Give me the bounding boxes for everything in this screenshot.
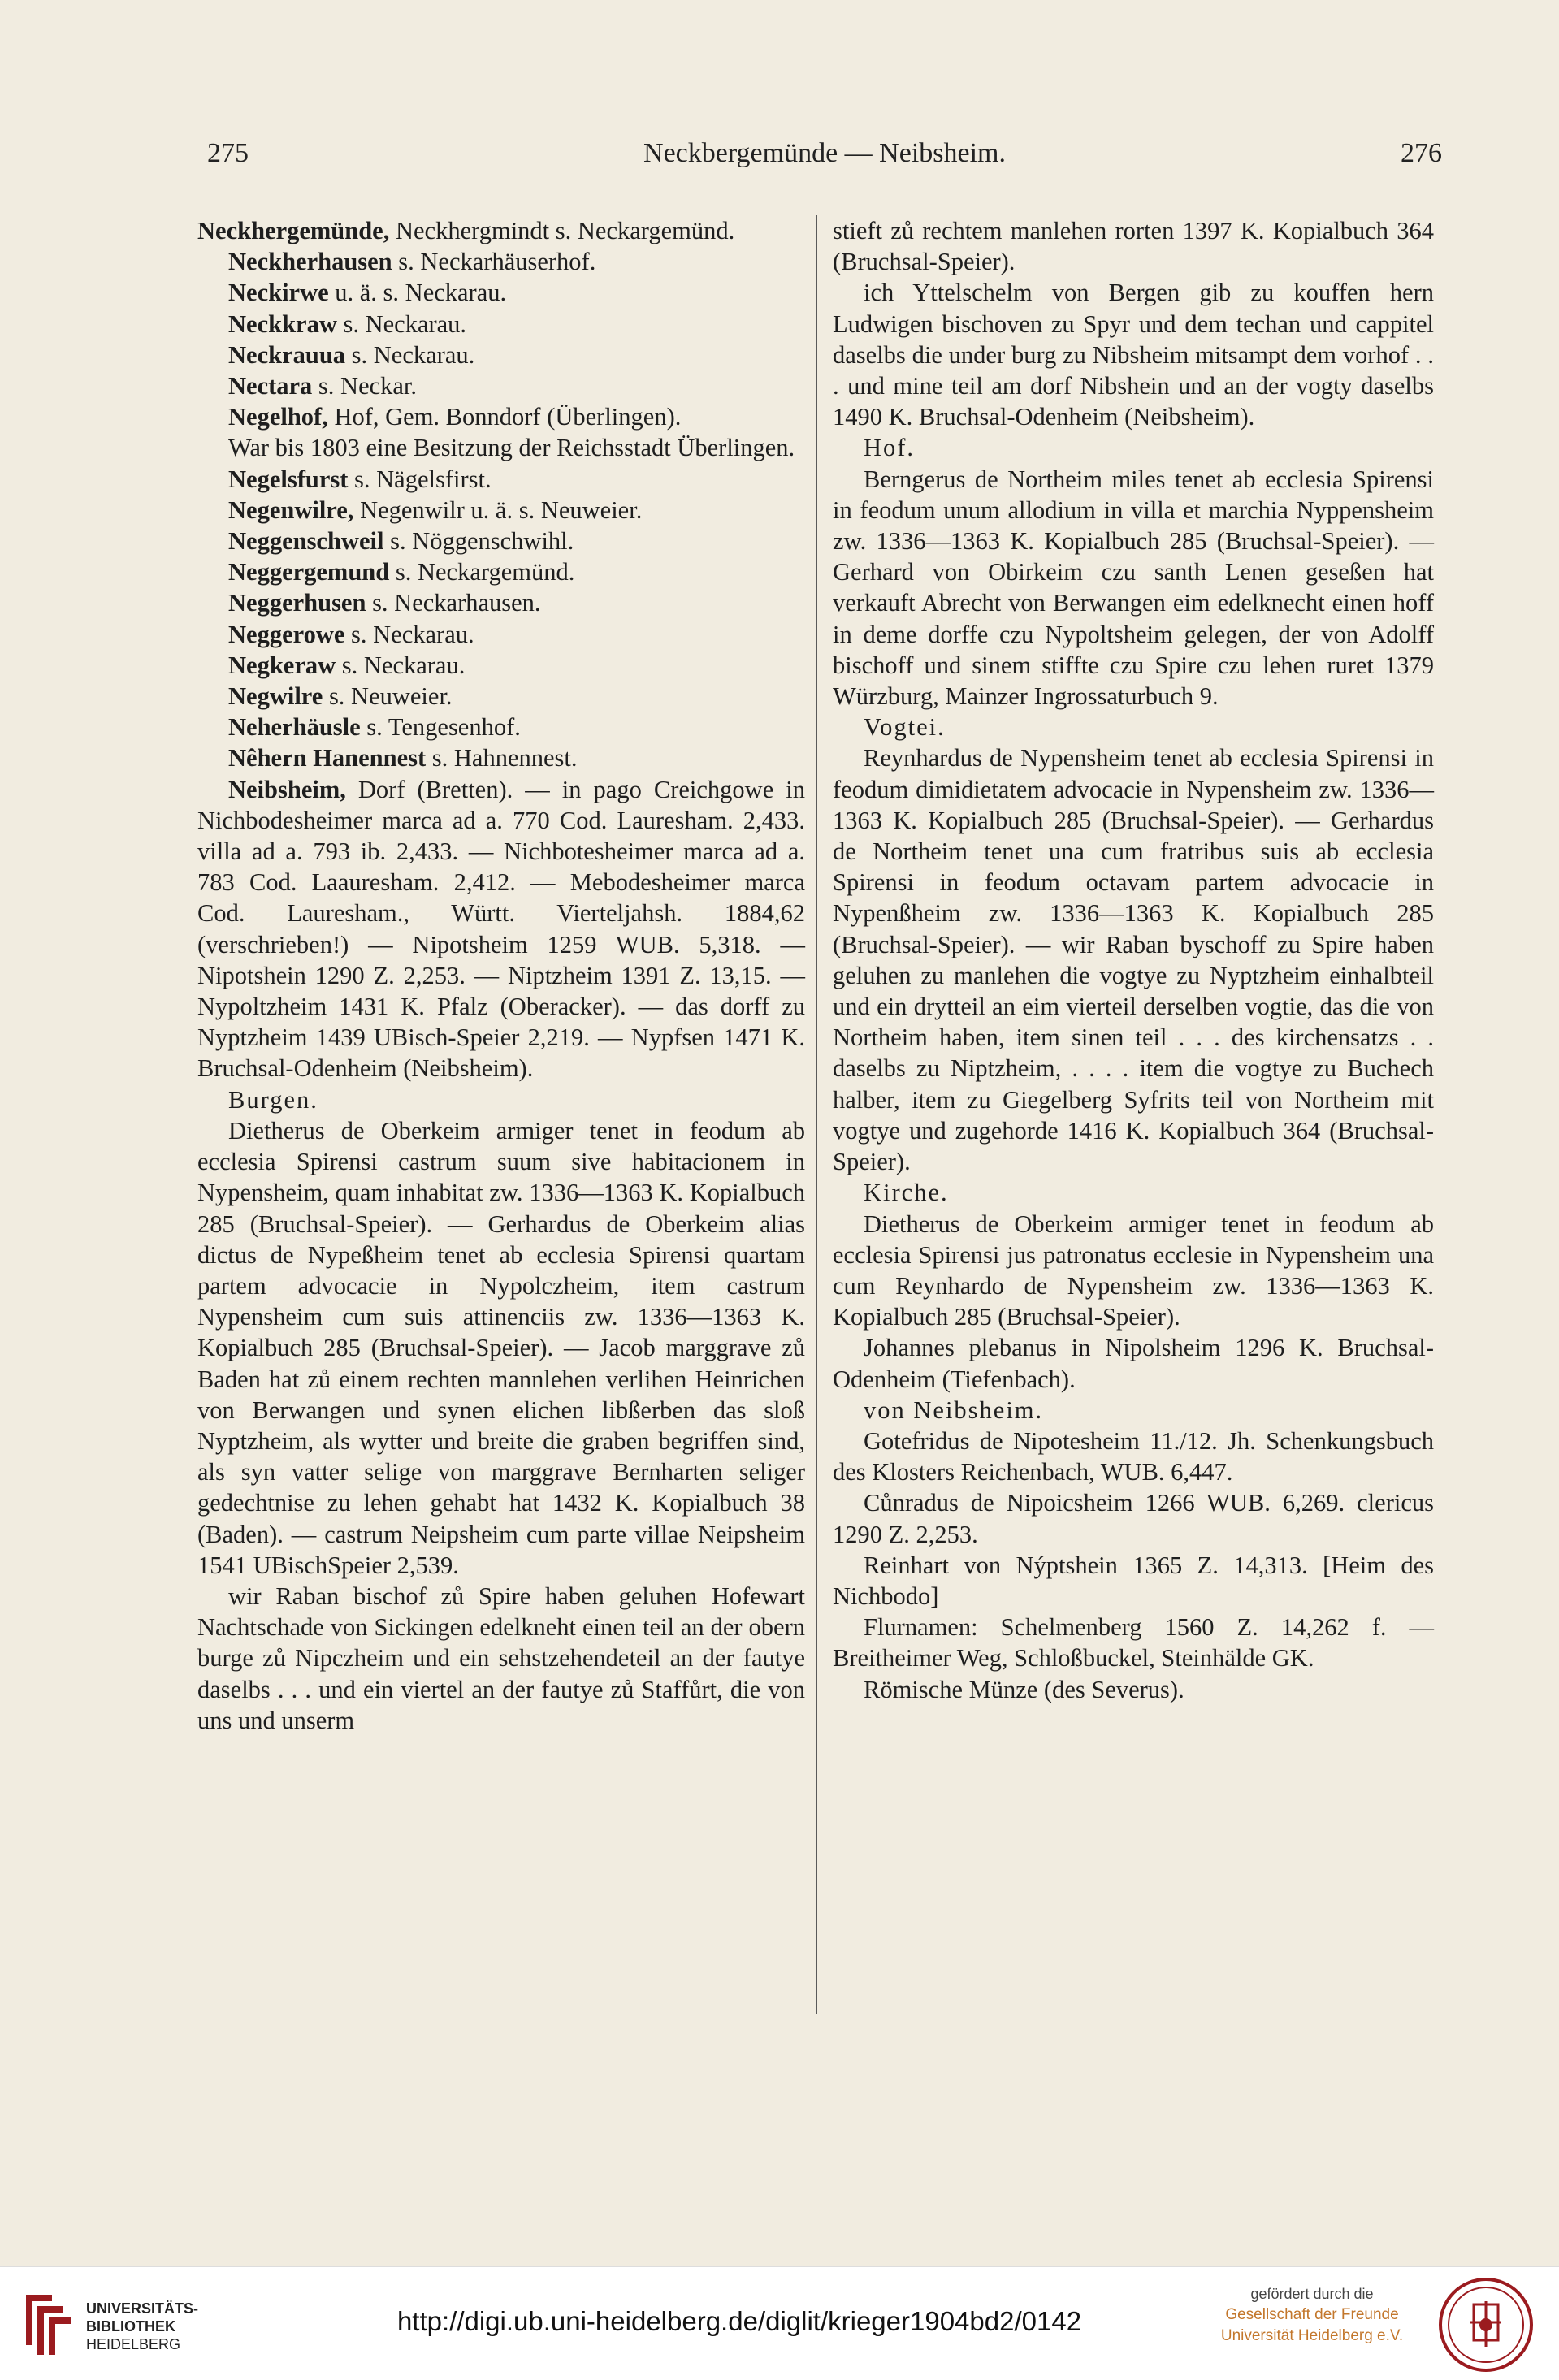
right-text-column bbox=[833, 215, 1434, 1705]
column-divider bbox=[816, 215, 817, 2014]
entry-text: s. Tengesenhof. bbox=[360, 713, 521, 742]
entry-text: s. Nöggenschwihl. bbox=[383, 527, 574, 556]
page-number-left: 275 bbox=[207, 138, 249, 168]
entry-text: u. ä. s. Neckarau. bbox=[328, 279, 507, 307]
text-paragraph bbox=[833, 1426, 1434, 1487]
text-paragraph bbox=[833, 432, 1434, 463]
library-name-line: HEIDELBERG bbox=[86, 2336, 181, 2352]
sponsor-line: Gesellschaft der Freunde bbox=[1225, 2306, 1399, 2323]
entry-headword: Neggenschweil bbox=[228, 527, 384, 556]
entry-text: s. Neckarau. bbox=[336, 309, 467, 338]
entry-headword: Neckirwe bbox=[228, 279, 329, 307]
entry-text: s. Neckarhäuserhof. bbox=[392, 248, 596, 276]
entry-text: Gotefridus de Nipotesheim 11./12. Jh. Schenkungsbuch des Klosters Reichenbach, WUB. 6,447. bbox=[833, 1426, 1434, 1486]
text-paragraph bbox=[833, 1332, 1434, 1394]
text-paragraph bbox=[197, 432, 805, 463]
entry-headword: Neggerowe bbox=[228, 620, 345, 648]
entry-text: s. Neckargemünd. bbox=[389, 558, 575, 586]
text-paragraph bbox=[833, 1550, 1434, 1612]
entry-text: Vogtei. bbox=[864, 713, 946, 742]
entry-text: Dietherus de Oberkeim armiger tenet in feodum ab ecclesia Spirensi castrum suum sive habitacionem in Nypensheim, quam inhabitat zw. 1336—1363 K. Kopialbuch 285 (Bruchsal-Speier). — Gerhardus de Oberkeim alias dictus de Nypeßheim tenet ab ecclesia Spirensi quartam partem advocacie in Nypolczheim, item castrum Nypensheim cum suis attinenciis zw. 1336—1363 K. Kopialbuch 285 (Bruchsal-Speier). — Jacob marggrave zů Baden hat zů einem rechten mannlehen verlihen Heinrichen von Berwangen und synen elichen libßerben das sloß Nyptzheim, als wytter und breite die graben begriffen sind, als syn vatter selige von marggrave Bernharten seliger gedechtnise zu lehen gehabt hat 1432 K. Kopialbuch 38 (Baden). — castrum Neipsheim cum parte villae Neipsheim 1541 UBischSpeier 2,539. bbox=[197, 1116, 805, 1579]
text-paragraph bbox=[197, 712, 805, 742]
entry-text: s. Neckarau. bbox=[344, 620, 474, 648]
entry-text: Kirche. bbox=[864, 1179, 949, 1207]
entry-headword: Negelsfurst bbox=[228, 465, 349, 493]
text-paragraph bbox=[197, 526, 805, 556]
text-paragraph bbox=[833, 1674, 1434, 1705]
running-header bbox=[207, 138, 1442, 179]
text-paragraph bbox=[197, 495, 805, 526]
text-paragraph bbox=[197, 215, 805, 246]
text-paragraph bbox=[197, 309, 805, 340]
text-paragraph bbox=[197, 340, 805, 370]
text-paragraph bbox=[197, 681, 805, 712]
text-paragraph bbox=[197, 742, 805, 773]
entry-text: Dorf (Bretten). — in pago Creichgowe in Nichbodesheimer marca ad a. 770 Cod. Lauresham. 2,433. villa ad a. 793 ib. 2,433. — Nichbotesheimer marca ad a. 783 Cod. Laauresham. 2,412. — Mebodesheimer marca Cod. Lauresham., Württ. Vierteljahsh. 1884,62 (verschrieben!) — Nipotsheim 1259 WUB. 5,318. — Nipotshein 1290 Z. 2,253. — Niptzheim 1391 Z. 13,15. — Nypoltzheim 1431 K. Pfalz (Oberacker). — das dorff zu Nyptzheim 1439 UBisch-Speier 2,219. — Nypfsen 1471 K. Bruchsal-Odenheim (Neibsheim). bbox=[197, 775, 805, 1083]
library-name bbox=[86, 2300, 198, 2353]
entry-headword: Neckrauua bbox=[228, 340, 346, 369]
text-paragraph bbox=[833, 215, 1434, 277]
entry-headword: Neibsheim, bbox=[228, 775, 346, 803]
text-paragraph bbox=[833, 712, 1434, 742]
text-paragraph bbox=[833, 742, 1434, 1177]
entry-text: s. Hahnennest. bbox=[426, 744, 578, 772]
entry-headword: Negelhof, bbox=[228, 403, 328, 431]
entry-text: von Neibsheim. bbox=[864, 1396, 1044, 1424]
text-paragraph bbox=[197, 401, 805, 432]
entry-headword: Neggergemund bbox=[228, 558, 390, 586]
sponsor-line: gefördert durch die bbox=[1250, 2286, 1374, 2302]
entry-text: Reynhardus de Nypensheim tenet ab ecclesia Spirensi in feodum dimidietatem advocacie in Nypensheim zw. 1336—1363 K. Kopialbuch 285 (Bruchsal-Speier). — Gerhardus de Northeim tenet una cum fratribus suis ab ecclesia Spirensi in feodum octavam partem advocacie in Nypenßheim zw. 1336—1363 K. Kopialbuch 285 (Bruchsal-Speier). — wir Raban byschoff zu Spire haben geluhen zu manlehen die vogtye zu Nyptzheim einhalbteil und ein drytteil an eim vierteil derselben vogtie, das die von Northeim haben, item sinen teil . . . des kirchensatzs . . daselbs zu Niptzheim, . . . . item die vogtye zu Buchech halber, item zu Giegelberg Syfrits teil von Northeim mit vogtye und zugehorde 1416 K. Kopialbuch 364 (Bruchsal-Speier). bbox=[833, 744, 1434, 1176]
entry-text: Burgen. bbox=[228, 1085, 318, 1114]
entry-text: Berngerus de Northeim miles tenet ab ecclesia Spirensi in feodum unum allodium in villa et marchia Nyppensheim zw. 1336—1363 K. Kopialbuch 285 (Bruchsal-Speier). — Gerhard von Obirkeim czu santh Lenen geseßen hat verkauft Abrecht von Berwangen eim edelknecht einen hoff in deme dorffe czu Nypoltsheim gelegen, der von Adolff bischoff und sinem stiffte czu Spire czu lehen ruret 1379 Würzburg, Mainzer Ingrossaturbuch 9. bbox=[833, 465, 1434, 711]
entry-headword: Neherhäusle bbox=[228, 713, 361, 742]
entry-headword: Nêhern Hanennest bbox=[228, 744, 427, 772]
entry-text: Flurnamen: Schelmenberg 1560 Z. 14,262 f. — Breitheimer Weg, Schloßbuckel, Steinhälde GK. bbox=[833, 1613, 1434, 1672]
entry-headword: Neckherhausen bbox=[228, 248, 392, 276]
entry-text: Reinhart von Nýptshein 1365 Z. 14,313. [Heim des Nichbodo] bbox=[833, 1551, 1434, 1610]
entry-text: stieft zů rechtem manlehen rorten 1397 K. Kopialbuch 364 (Bruchsal-Speier). bbox=[833, 217, 1434, 276]
entry-text: Hof. bbox=[864, 434, 916, 462]
entry-text: Neckhergmindt s. Neckargemünd. bbox=[389, 217, 735, 244]
text-paragraph bbox=[197, 246, 805, 277]
entry-headword: Negkeraw bbox=[228, 651, 336, 679]
ub-heidelberg-logo-icon bbox=[19, 2287, 78, 2360]
sponsor-text bbox=[1210, 2283, 1414, 2347]
text-paragraph bbox=[833, 1209, 1434, 1333]
entry-text: ich Yttelschelm von Bergen gib zu kouffen hern Ludwigen bischoven zu Spyr und dem techan und cappitel daselbs die under burg zu Nibsheim mitsampt dem vorhof . . . und mine teil am dorf Nibshein und an der vogty daselbs 1490 K. Bruchsal-Odenheim (Neibsheim). bbox=[833, 279, 1434, 431]
entry-text: Cůnradus de Nipoicsheim 1266 WUB. 6,269. clericus 1290 Z. 2,253. bbox=[833, 1489, 1434, 1548]
text-paragraph bbox=[833, 1177, 1434, 1208]
entry-text: Dietherus de Oberkeim armiger tenet in feodum ab ecclesia Spirensi jus patronatus ecclesie in Nypensheim una cum Reynhardo de Nypensheim zw. 1336—1363 K. Kopialbuch 285 (Bruchsal-Speier). bbox=[833, 1209, 1434, 1331]
text-paragraph bbox=[197, 587, 805, 618]
entry-headword: Neggerhusen bbox=[228, 589, 366, 617]
library-name-line: BIBLIOTHEK bbox=[86, 2318, 175, 2335]
page-number-right: 276 bbox=[1401, 138, 1442, 168]
text-paragraph bbox=[833, 1487, 1434, 1549]
text-paragraph bbox=[197, 774, 805, 1084]
entry-text: Römische Münze (des Severus). bbox=[864, 1675, 1184, 1703]
permalink-url[interactable]: http://digi.ub.uni-heidelberg.de/diglit/krieger1904bd2/0142 bbox=[396, 2306, 1082, 2336]
left-text-column bbox=[197, 215, 805, 1736]
entry-headword: Neckkraw bbox=[228, 309, 337, 338]
entry-text: Hof, Gem. Bonndorf (Überlingen). bbox=[327, 403, 682, 431]
entry-text: s. Neuweier. bbox=[323, 682, 453, 711]
text-paragraph bbox=[197, 619, 805, 650]
entry-text: s. Neckarau. bbox=[345, 340, 475, 369]
entry-text: wir Raban bischof zů Spire haben geluhen Hofewart Nachtschade von Sickingen edelkneht einen teil an der obern burge zů Nipczheim und ein sehstzehendeteil an der fautye daselbs . . . und ein viertel an der fautye zů Staffůrt, die von uns und unserm bbox=[197, 1582, 805, 1734]
entry-text: War bis 1803 eine Besitzung der Reichsstadt Überlingen. bbox=[228, 434, 795, 462]
entry-text: s. Neckar. bbox=[312, 372, 418, 400]
library-name-line: UNIVERSITÄTS- bbox=[86, 2300, 199, 2317]
entry-text: s. Neckarau. bbox=[336, 651, 466, 679]
footer-bar bbox=[0, 2266, 1559, 2380]
text-paragraph bbox=[833, 1612, 1434, 1673]
text-paragraph bbox=[197, 464, 805, 495]
entry-text: s. Neckarhausen. bbox=[366, 589, 541, 617]
sponsor-line: Universität Heidelberg e.V. bbox=[1220, 2327, 1404, 2344]
entry-headword: Nectara bbox=[228, 372, 313, 400]
text-paragraph bbox=[833, 277, 1434, 432]
text-paragraph bbox=[197, 1115, 805, 1581]
entry-text: Johannes plebanus in Nipolsheim 1296 K. Bruchsal-Odenheim (Tiefenbach). bbox=[833, 1334, 1434, 1393]
running-title: Neckbergemünde — Neibsheim. bbox=[643, 138, 1006, 168]
heidelberg-university-seal-icon bbox=[1438, 2277, 1534, 2373]
entry-text: Negenwilr u. ä. s. Neuweier. bbox=[353, 495, 643, 524]
entry-headword: Neckhergemünde, bbox=[197, 217, 390, 244]
text-paragraph bbox=[833, 1395, 1434, 1426]
text-paragraph bbox=[197, 277, 805, 308]
text-paragraph bbox=[197, 1581, 805, 1736]
entry-headword: Negenwilre, bbox=[228, 495, 354, 524]
entry-headword: Negwilre bbox=[228, 682, 323, 711]
text-paragraph bbox=[833, 464, 1434, 712]
entry-text: s. Nägelsfirst. bbox=[348, 465, 492, 493]
text-paragraph bbox=[197, 1084, 805, 1115]
text-paragraph bbox=[197, 556, 805, 587]
text-paragraph bbox=[197, 650, 805, 681]
text-paragraph bbox=[197, 370, 805, 401]
